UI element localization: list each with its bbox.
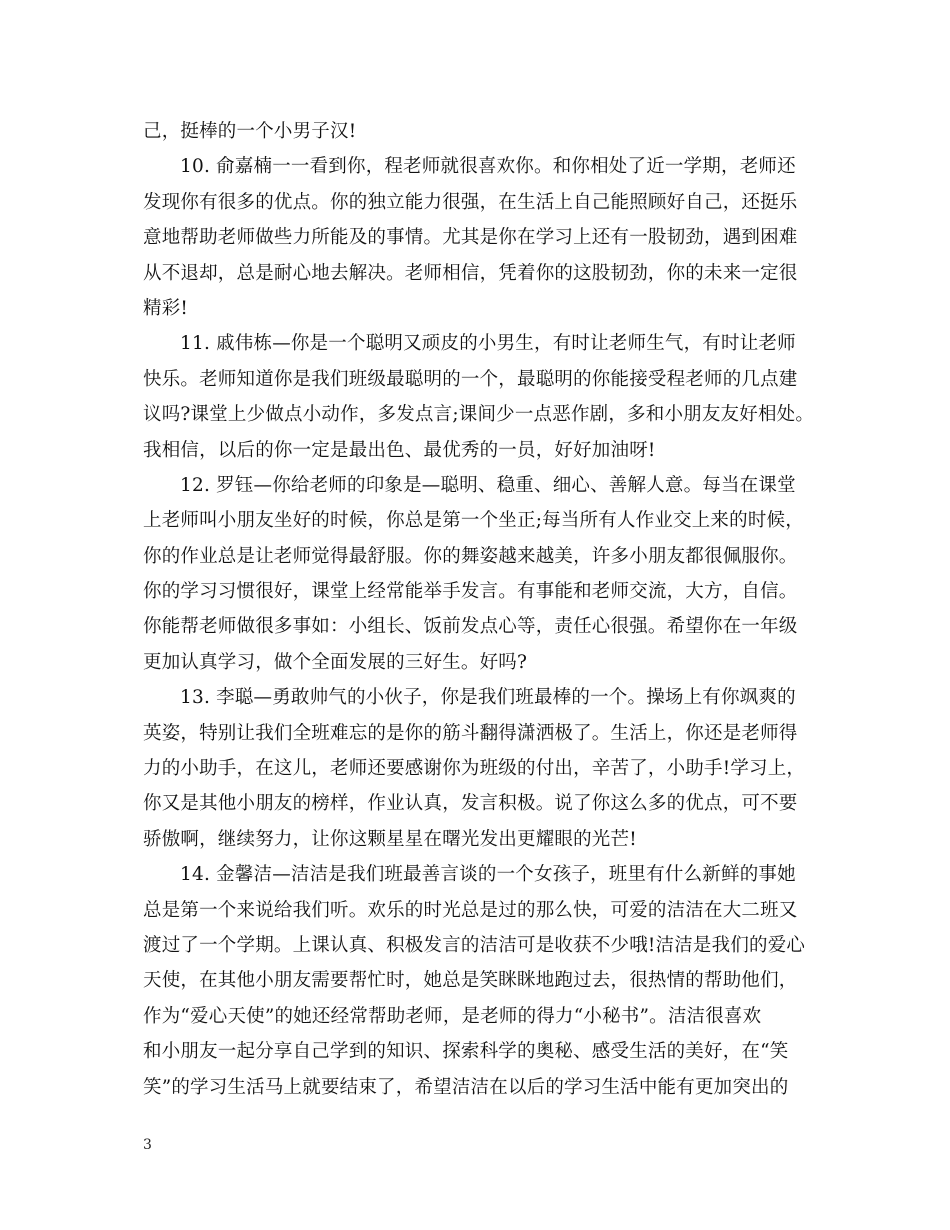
text-line: 渡过了一个学期。上课认真、积极发言的洁洁可是收获不少哦!洁洁是我们的爱心 — [143, 934, 806, 956]
text-line: 发现你有很多的优点。你的独立能力很强，在生活上自己能照顾好自己，还挺乐 — [143, 191, 798, 213]
paragraph-first-line: 13. 李聪—勇敢帅气的小伙子，你是我们班最棒的一个。操场上有你飒爽的 — [180, 687, 796, 709]
text-line: 力的小助手，在这儿，老师还要感谢你为班级的付出，辛苦了，小助手!学习上， — [143, 758, 806, 780]
text-line: 笑”的学习生活马上就要结束了，希望洁洁在以后的学习生活中能有更加突出的 — [143, 1076, 789, 1098]
text-line: 你的学习习惯很好，课堂上经常能举手发言。有事能和老师交流，大方，自信。 — [143, 581, 798, 603]
text-line: 作为“爱心天使”的她还经常帮助老师，是老师的得力“小秘书”。洁洁很喜欢 — [143, 1005, 762, 1027]
text-line: 己，挺棒的一个小男子汉! — [143, 121, 357, 142]
text-line: 天使，在其他小朋友需要帮忙时，她总是笑眯眯地跑过去，很热情的帮助他们， — [143, 970, 798, 992]
paragraph-first-line: 14. 金馨洁—洁洁是我们班最善言谈的一个女孩子，班里有什么新鲜的事她 — [180, 864, 796, 886]
text-line: 英姿，特别让我们全班难忘的是你的筋斗翻得潇洒极了。生活上，你还是老师得 — [143, 722, 798, 744]
paragraph-first-line: 10. 俞嘉楠一一看到你，程老师就很喜欢你。和你相处了近一学期，老师还 — [180, 156, 796, 178]
text-line: 上老师叫小朋友坐好的时候，你总是第一个坐正;每当所有人作业交上来的时候， — [143, 510, 804, 532]
text-line: 意地帮助老师做些力所能及的事情。尤其是你在学习上还有一股韧劲，遇到困难 — [143, 227, 798, 249]
text-line: 快乐。老师知道你是我们班级最聪明的一个，最聪明的你能接受程老师的几点建 — [143, 368, 798, 390]
text-line: 骄傲啊，继续努力，让你这颗星星在曙光发出更耀眼的光芒! — [143, 828, 637, 850]
body-text — [143, 114, 833, 1105]
text-line: 我相信，以后的你一定是最出色、最优秀的一员，好好加油呀! — [143, 439, 656, 461]
text-line: 精彩! — [143, 297, 189, 319]
paragraph-first-line: 11. 戚伟栋—你是一个聪明又顽皮的小男生，有时让老师生气，有时让老师 — [180, 333, 796, 355]
text-line: 从不退却，总是耐心地去解决。老师相信，凭着你的这股韧劲，你的未来一定很 — [143, 262, 798, 284]
text-line: 总是第一个来说给我们听。欢乐的时光总是过的那么快，可爱的洁洁在大二班又 — [143, 899, 798, 921]
paragraph-first-line: 12. 罗钰—你给老师的印象是—聪明、稳重、细心、善解人意。每当在课堂 — [180, 474, 796, 496]
text-line: 议吗?课堂上少做点小动作，多发点言;课间少一点恶作剧，多和小朋友友好相处。 — [143, 404, 815, 426]
text-line: 你能帮老师做很多事如：小组长、饭前发点心等，责任心很强。希望你在一年级 — [143, 616, 798, 638]
text-line: 更加认真学习，做个全面发展的三好生。好吗? — [143, 651, 528, 673]
text-line: 你又是其他小朋友的榜样，作业认真，发言积极。说了你这么多的优点，可不要 — [143, 793, 798, 815]
text-line: 和小朋友一起分享自己学到的知识、探索科学的奥秘、感受生活的美好，在“笑 — [143, 1041, 789, 1063]
page-number: 3 — [143, 1137, 152, 1153]
text-line: 你的作业总是让老师觉得最舒服。你的舞姿越来越美，许多小朋友都很佩服你。 — [143, 545, 798, 567]
